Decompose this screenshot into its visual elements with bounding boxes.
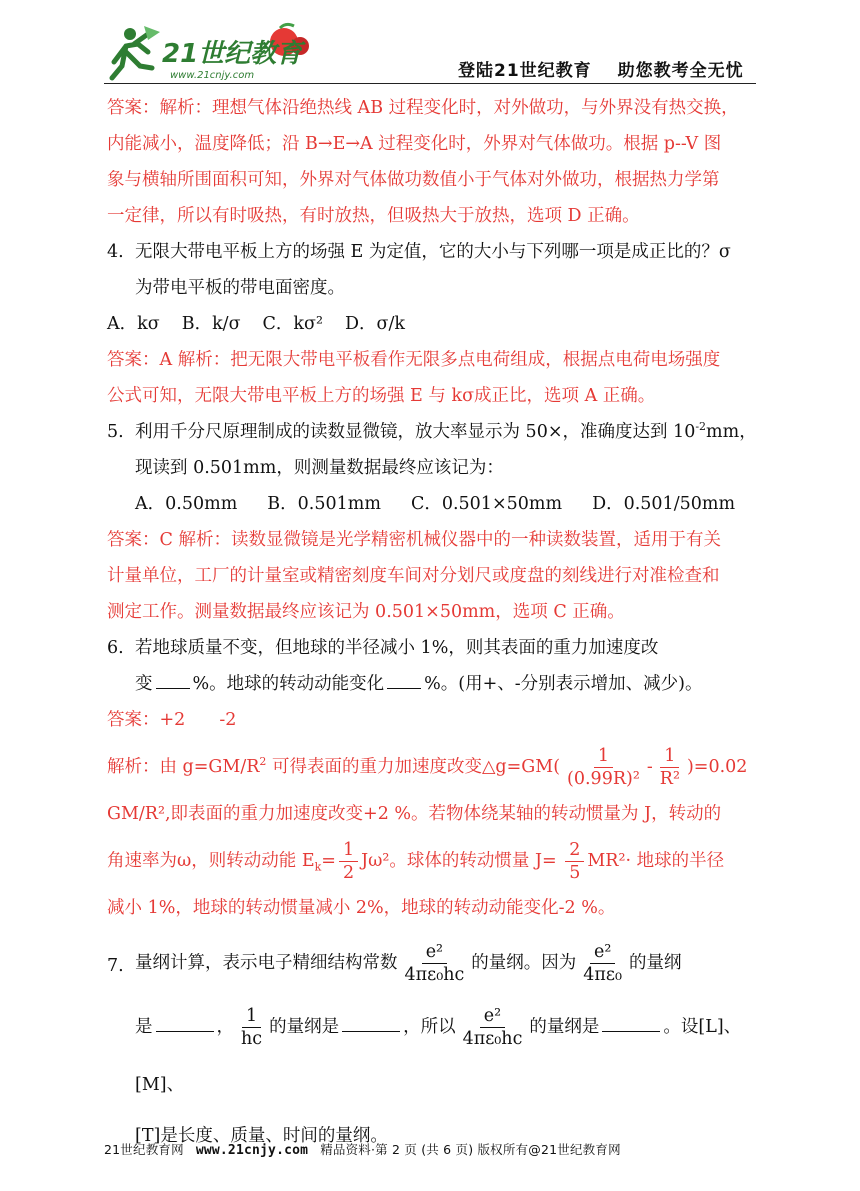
question-text: 若地球质量不变，但地球的半径减小 1%，则其表面的重力加速度改 xyxy=(135,638,659,658)
answer-q6: 答案：+2 -2 xyxy=(107,710,237,730)
question-number: 7. xyxy=(107,956,124,976)
question-number: 5. xyxy=(107,422,124,442)
logo-21cnjy[interactable] xyxy=(104,22,314,84)
question-number: 4. xyxy=(107,242,124,262)
question-text: 是 ， $\frac{1}{hc}$ 的量纲是 ，所以 $\frac{\text{e²}}{\text{4πε₀hc}}$ 的量纲是 。设[L]、[M]、 xyxy=(135,1006,742,1095)
question-text: 量纲计算，表示电子精细结构常数 $\frac{\text{e²}}{\text{4πε₀hc}}$ 的量纲。因为 $\frac{\text{e²}}{\text{4πε₀}}$ 的量纲 xyxy=(135,942,682,985)
option-a[interactable]: A．0.50mm xyxy=(135,494,238,514)
question-5-options xyxy=(107,486,757,522)
option-b[interactable]: B．k/σ xyxy=(181,314,241,334)
header-divider xyxy=(104,83,756,84)
answer-blank[interactable] xyxy=(156,1013,214,1032)
answer-line: 答案：C 解析：读数显微镜是光学精密机械仪器中的一种读数装置，适用于有关 xyxy=(107,530,721,550)
answer-blank[interactable] xyxy=(156,670,190,689)
question-7 xyxy=(107,934,757,1154)
footer-right: 精品资料·第 2 页 (共 6 页) 版权所有@21世纪教育网 xyxy=(320,1142,621,1157)
option-a[interactable]: A．kσ xyxy=(107,314,160,334)
answer-line: 计量单位，工厂的计量室或精密刻度车间对分划尺或度盘的刻线进行对准检查和 xyxy=(107,566,720,586)
question-text: 利用千分尺原理制成的读数显微镜，放大率显示为 50×，准确度达到 $10^{-2}mm$， xyxy=(135,420,757,442)
solution-line: 角速率为ω，则转动动能 $E_k=$ $\frac{1}{2}$ Jω²。球体的转动惯量 J= $\frac{2}{5}$ MR²· 地球的半径 xyxy=(107,840,725,883)
answer-q5 xyxy=(107,522,757,630)
option-c[interactable]: C．kσ² xyxy=(262,314,323,334)
answer-line: 答案：A 解析：把无限大带电平板看作无限多点电荷组成，根据点电荷电场强度 xyxy=(107,350,721,370)
answer-line: 公式可知，无限大带电平板上方的场强 E 与 kσ成正比，选项 A 正确。 xyxy=(107,386,656,406)
answer-blank[interactable] xyxy=(342,1013,400,1032)
question-number: 6. xyxy=(107,638,124,658)
solution-line: GM/R²,即表面的重力加速度改变+2 %。若物体绕某轴的转动惯量为 J，转动的 xyxy=(107,804,722,824)
tagline-right: 助您教考全无忧 xyxy=(617,61,744,81)
footer-site-link[interactable]: www.21cnjy.com xyxy=(195,1143,309,1158)
header-tagline xyxy=(458,56,744,81)
question-text: [T]是长度、质量、时间的量纲。 xyxy=(135,1126,388,1146)
document-body xyxy=(107,90,757,1154)
question-text: 变 %。地球的转动动能变化 %。(用+、-分别表示增加、减少)。 xyxy=(135,666,757,702)
question-text: 无限大带电平板上方的场强 E 为定值，它的大小与下列哪一项是成正比的？σ xyxy=(135,242,731,262)
logo-url: www.21cnjy.com xyxy=(170,70,255,81)
answer-blank[interactable] xyxy=(602,1013,660,1032)
answer-blank[interactable] xyxy=(387,670,421,689)
answer-q3-line: 象与横轴所围面积可知，外界对气体做功数值小于气体对外做功，根据热力学第 xyxy=(107,170,720,190)
answer-q4 xyxy=(107,342,757,414)
page-footer xyxy=(104,1140,756,1158)
footer-left: 21世纪教育网 xyxy=(104,1142,184,1157)
option-c[interactable]: C．0.501×50mm xyxy=(410,494,563,514)
answer-line: 测定工作。测量数据最终应该记为 0.501×50mm，选项 C 正确。 xyxy=(107,602,625,622)
answer-q3-line: 一定律，所以有时吸热，有时放热，但吸热大于放热，选项 D 正确。 xyxy=(107,206,640,226)
option-b[interactable]: B．0.501mm xyxy=(267,494,381,514)
question-text: 为带电平板的带电面密度。 xyxy=(135,278,345,298)
answer-q3 xyxy=(107,90,757,234)
question-6 xyxy=(107,630,757,702)
solution-q6 xyxy=(107,738,757,926)
option-d[interactable]: D．σ/k xyxy=(344,314,405,334)
solution-line: 减小 1%，地球的转动惯量减小 2%，地球的转动动能变化-2 %。 xyxy=(107,898,616,918)
question-text: 现读到 0.501mm，则测量数据最终应该记为： xyxy=(135,458,504,478)
logo-text: 21世纪教育 xyxy=(162,39,303,69)
tagline-left: 登陆21世纪教育 xyxy=(458,61,592,81)
answer-q3-line: 答案：解析：理想气体沿绝热线 AB 过程变化时，对外做功，与外界没有热交换， xyxy=(107,98,739,118)
answer-q3-line: 内能减小，温度降低；沿 B→E→A 过程变化时，外界对气体做功。根据 p--V 图 xyxy=(107,134,722,154)
question-4-options xyxy=(107,306,757,342)
option-d[interactable]: D．0.501/50mm xyxy=(592,494,736,514)
question-4 xyxy=(107,234,757,306)
question-5 xyxy=(107,414,757,486)
solution-line: 解析：由 $g=GM/R^2$ 可得表面的重力加速度改变△g=GM( $\frac{1}{\text{(0.99R)²}}$ - $\frac{1}{\text{R²}}$ )=0.02 xyxy=(107,746,748,789)
